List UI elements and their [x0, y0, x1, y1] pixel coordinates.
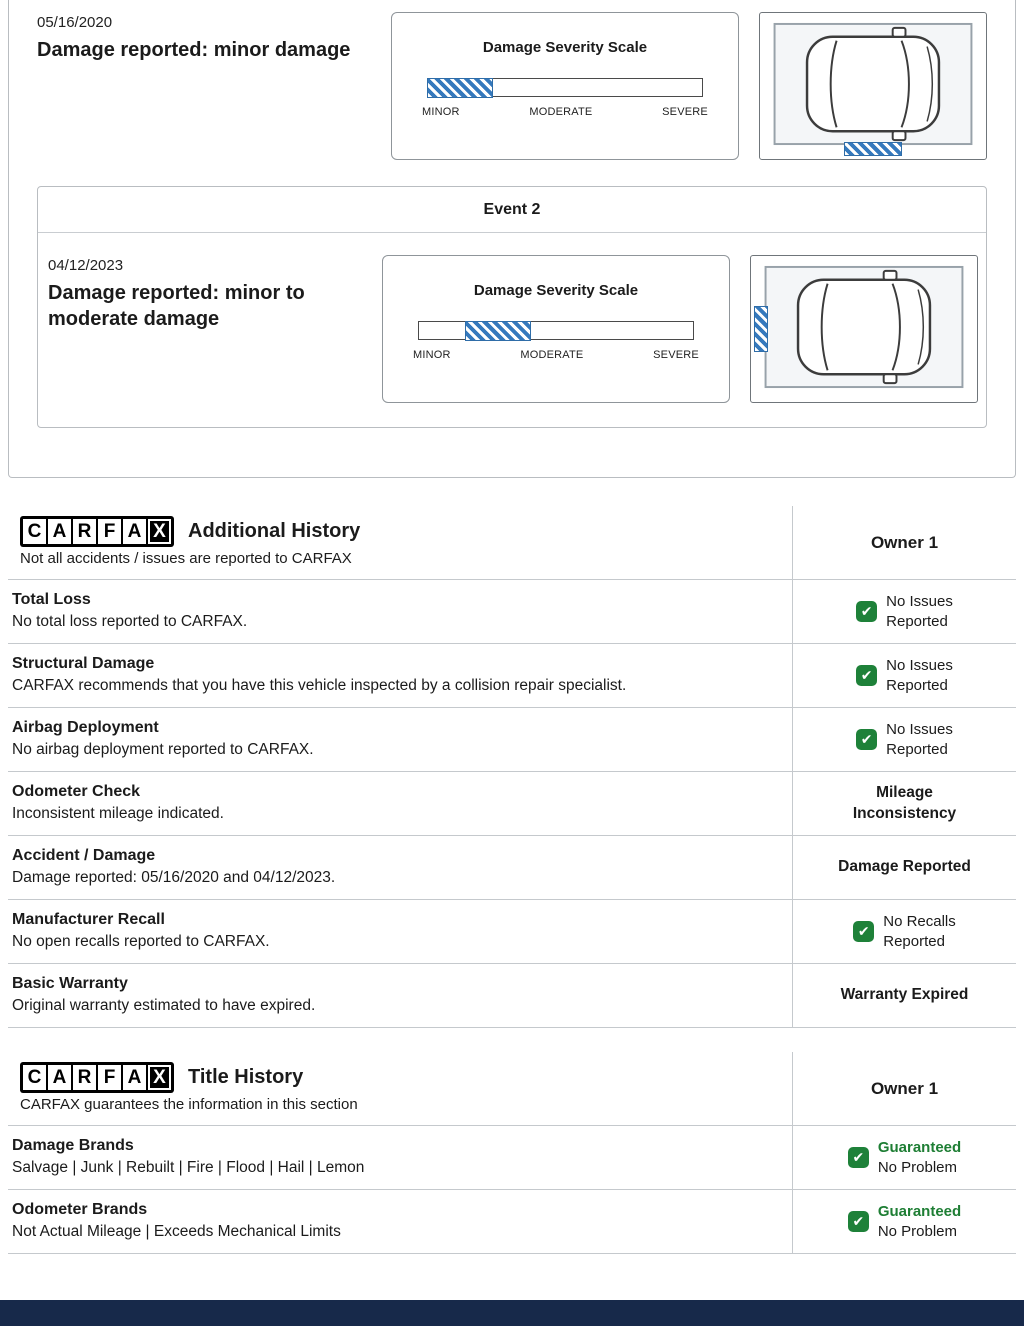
status-text: No Issues Reported — [886, 721, 953, 758]
status-text: Warranty Expired — [840, 986, 969, 1004]
severity-bar — [418, 321, 694, 340]
section-subtitle: Not all accidents / issues are reported to CARFAX — [20, 550, 352, 567]
row-title: Accident / Damage — [12, 847, 156, 864]
logo-letter: A — [48, 519, 71, 544]
label-moderate: MODERATE — [520, 349, 584, 361]
row-description: Not Actual Mileage | Exceeds Mechanical Limits — [12, 1223, 341, 1240]
label-severe: SEVERE — [662, 106, 708, 118]
table-row-odometer-brands — [8, 1190, 1016, 1254]
damage-location-indicator-left-side — [754, 306, 768, 352]
check-icon: ✔ — [848, 1147, 869, 1168]
status-text: No Issues Reported — [886, 657, 953, 694]
severity-scale-title: Damage Severity Scale — [473, 282, 639, 299]
status-text: No Recalls Reported — [883, 913, 956, 950]
owner-header: Owner 1 — [792, 1052, 1016, 1125]
row-title: Airbag Deployment — [12, 719, 159, 736]
row-description: Original warranty estimated to have expired. — [12, 997, 316, 1014]
check-icon: ✔ — [856, 665, 877, 686]
status-text: Damage Reported — [838, 858, 971, 876]
section-subtitle: CARFAX guarantees the information in this section — [20, 1096, 358, 1113]
status-text: Mileage Inconsistency — [852, 784, 957, 822]
title-history-header — [8, 1052, 1016, 1126]
label-severe: SEVERE — [653, 349, 699, 361]
status-text: Guaranteed No Problem — [877, 1139, 962, 1176]
row-description: Damage reported: 05/16/2020 and 04/12/2023. — [12, 869, 336, 886]
label-minor: MINOR — [422, 106, 460, 118]
row-title: Basic Warranty — [12, 975, 128, 992]
logo-letter: A — [123, 1065, 146, 1090]
event-1-date: 05/16/2020 — [37, 14, 113, 31]
check-icon: ✔ — [848, 1211, 869, 1232]
logo-letter: X — [148, 1065, 171, 1090]
event-2 — [37, 186, 987, 428]
status-text: Guaranteed No Problem — [877, 1203, 962, 1240]
status-text: No Issues Reported — [886, 593, 953, 630]
severity-scale-title: Damage Severity Scale — [482, 39, 648, 56]
section-title: Additional History — [188, 520, 361, 542]
row-title: Manufacturer Recall — [12, 911, 165, 928]
damage-severity-scale — [382, 255, 730, 403]
additional-history-section — [8, 506, 1016, 1028]
table-row-basic-warranty — [8, 964, 1016, 1028]
footer-bar — [0, 1300, 1024, 1326]
logo-letter: F — [98, 1065, 121, 1090]
check-icon: ✔ — [856, 729, 877, 750]
row-description: No total loss reported to CARFAX. — [12, 613, 248, 630]
label-moderate: MODERATE — [529, 106, 593, 118]
row-title: Odometer Check — [12, 783, 141, 800]
logo-letter: A — [48, 1065, 71, 1090]
car-top-view-icon — [770, 21, 976, 147]
event-2-date: 04/12/2023 — [48, 257, 124, 274]
check-icon: ✔ — [856, 601, 877, 622]
row-title: Structural Damage — [12, 655, 155, 672]
logo-letter: A — [123, 519, 146, 544]
table-row-airbag-deployment — [8, 708, 1016, 772]
vehicle-damage-diagram — [759, 12, 987, 160]
row-description: No airbag deployment reported to CARFAX. — [12, 741, 314, 758]
check-icon: ✔ — [853, 921, 874, 942]
severity-segment-minor — [427, 78, 493, 98]
severity-segment-minor-moderate — [465, 321, 531, 341]
carfax-logo — [20, 516, 174, 547]
table-row-manufacturer-recall — [8, 900, 1016, 964]
table-row-total-loss — [8, 580, 1016, 644]
row-description: CARFAX recommends that you have this vehicle inspected by a collision repair specialist. — [12, 677, 627, 694]
row-title: Total Loss — [12, 591, 91, 608]
event-2-title: Damage reported: minor to moderate damage — [48, 282, 305, 330]
table-row-accident-damage — [8, 836, 1016, 900]
car-top-view-icon — [761, 264, 967, 390]
logo-letter: C — [23, 519, 46, 544]
owner-header: Owner 1 — [792, 506, 1016, 579]
damage-location-indicator-rear — [844, 142, 902, 156]
row-description: Salvage | Junk | Rebuilt | Fire | Flood | Hail | Lemon — [12, 1159, 365, 1176]
row-description: No open recalls reported to CARFAX. — [12, 933, 270, 950]
table-row-damage-brands — [8, 1126, 1016, 1190]
table-row-odometer-check — [8, 772, 1016, 836]
event-2-header: Event 2 — [38, 187, 986, 233]
severity-labels — [413, 349, 699, 361]
row-description: Inconsistent mileage indicated. — [12, 805, 224, 822]
table-row-structural-damage — [8, 644, 1016, 708]
logo-letter: F — [98, 519, 121, 544]
title-history-section — [8, 1052, 1016, 1254]
damage-severity-scale — [391, 12, 739, 160]
logo-letter: C — [23, 1065, 46, 1090]
label-minor: MINOR — [413, 349, 451, 361]
severity-bar — [427, 78, 703, 97]
additional-history-header — [8, 506, 1016, 580]
severity-labels — [422, 106, 708, 118]
event-1 — [37, 12, 987, 160]
logo-letter: X — [148, 519, 171, 544]
carfax-logo — [20, 1062, 174, 1093]
logo-letter: R — [73, 1065, 96, 1090]
row-title: Damage Brands — [12, 1137, 134, 1154]
damage-events-section — [8, 0, 1016, 478]
vehicle-damage-diagram — [750, 255, 978, 403]
section-title: Title History — [188, 1066, 304, 1088]
event-1-title: Damage reported: minor damage — [37, 39, 351, 61]
row-title: Odometer Brands — [12, 1201, 148, 1218]
logo-letter: R — [73, 519, 96, 544]
